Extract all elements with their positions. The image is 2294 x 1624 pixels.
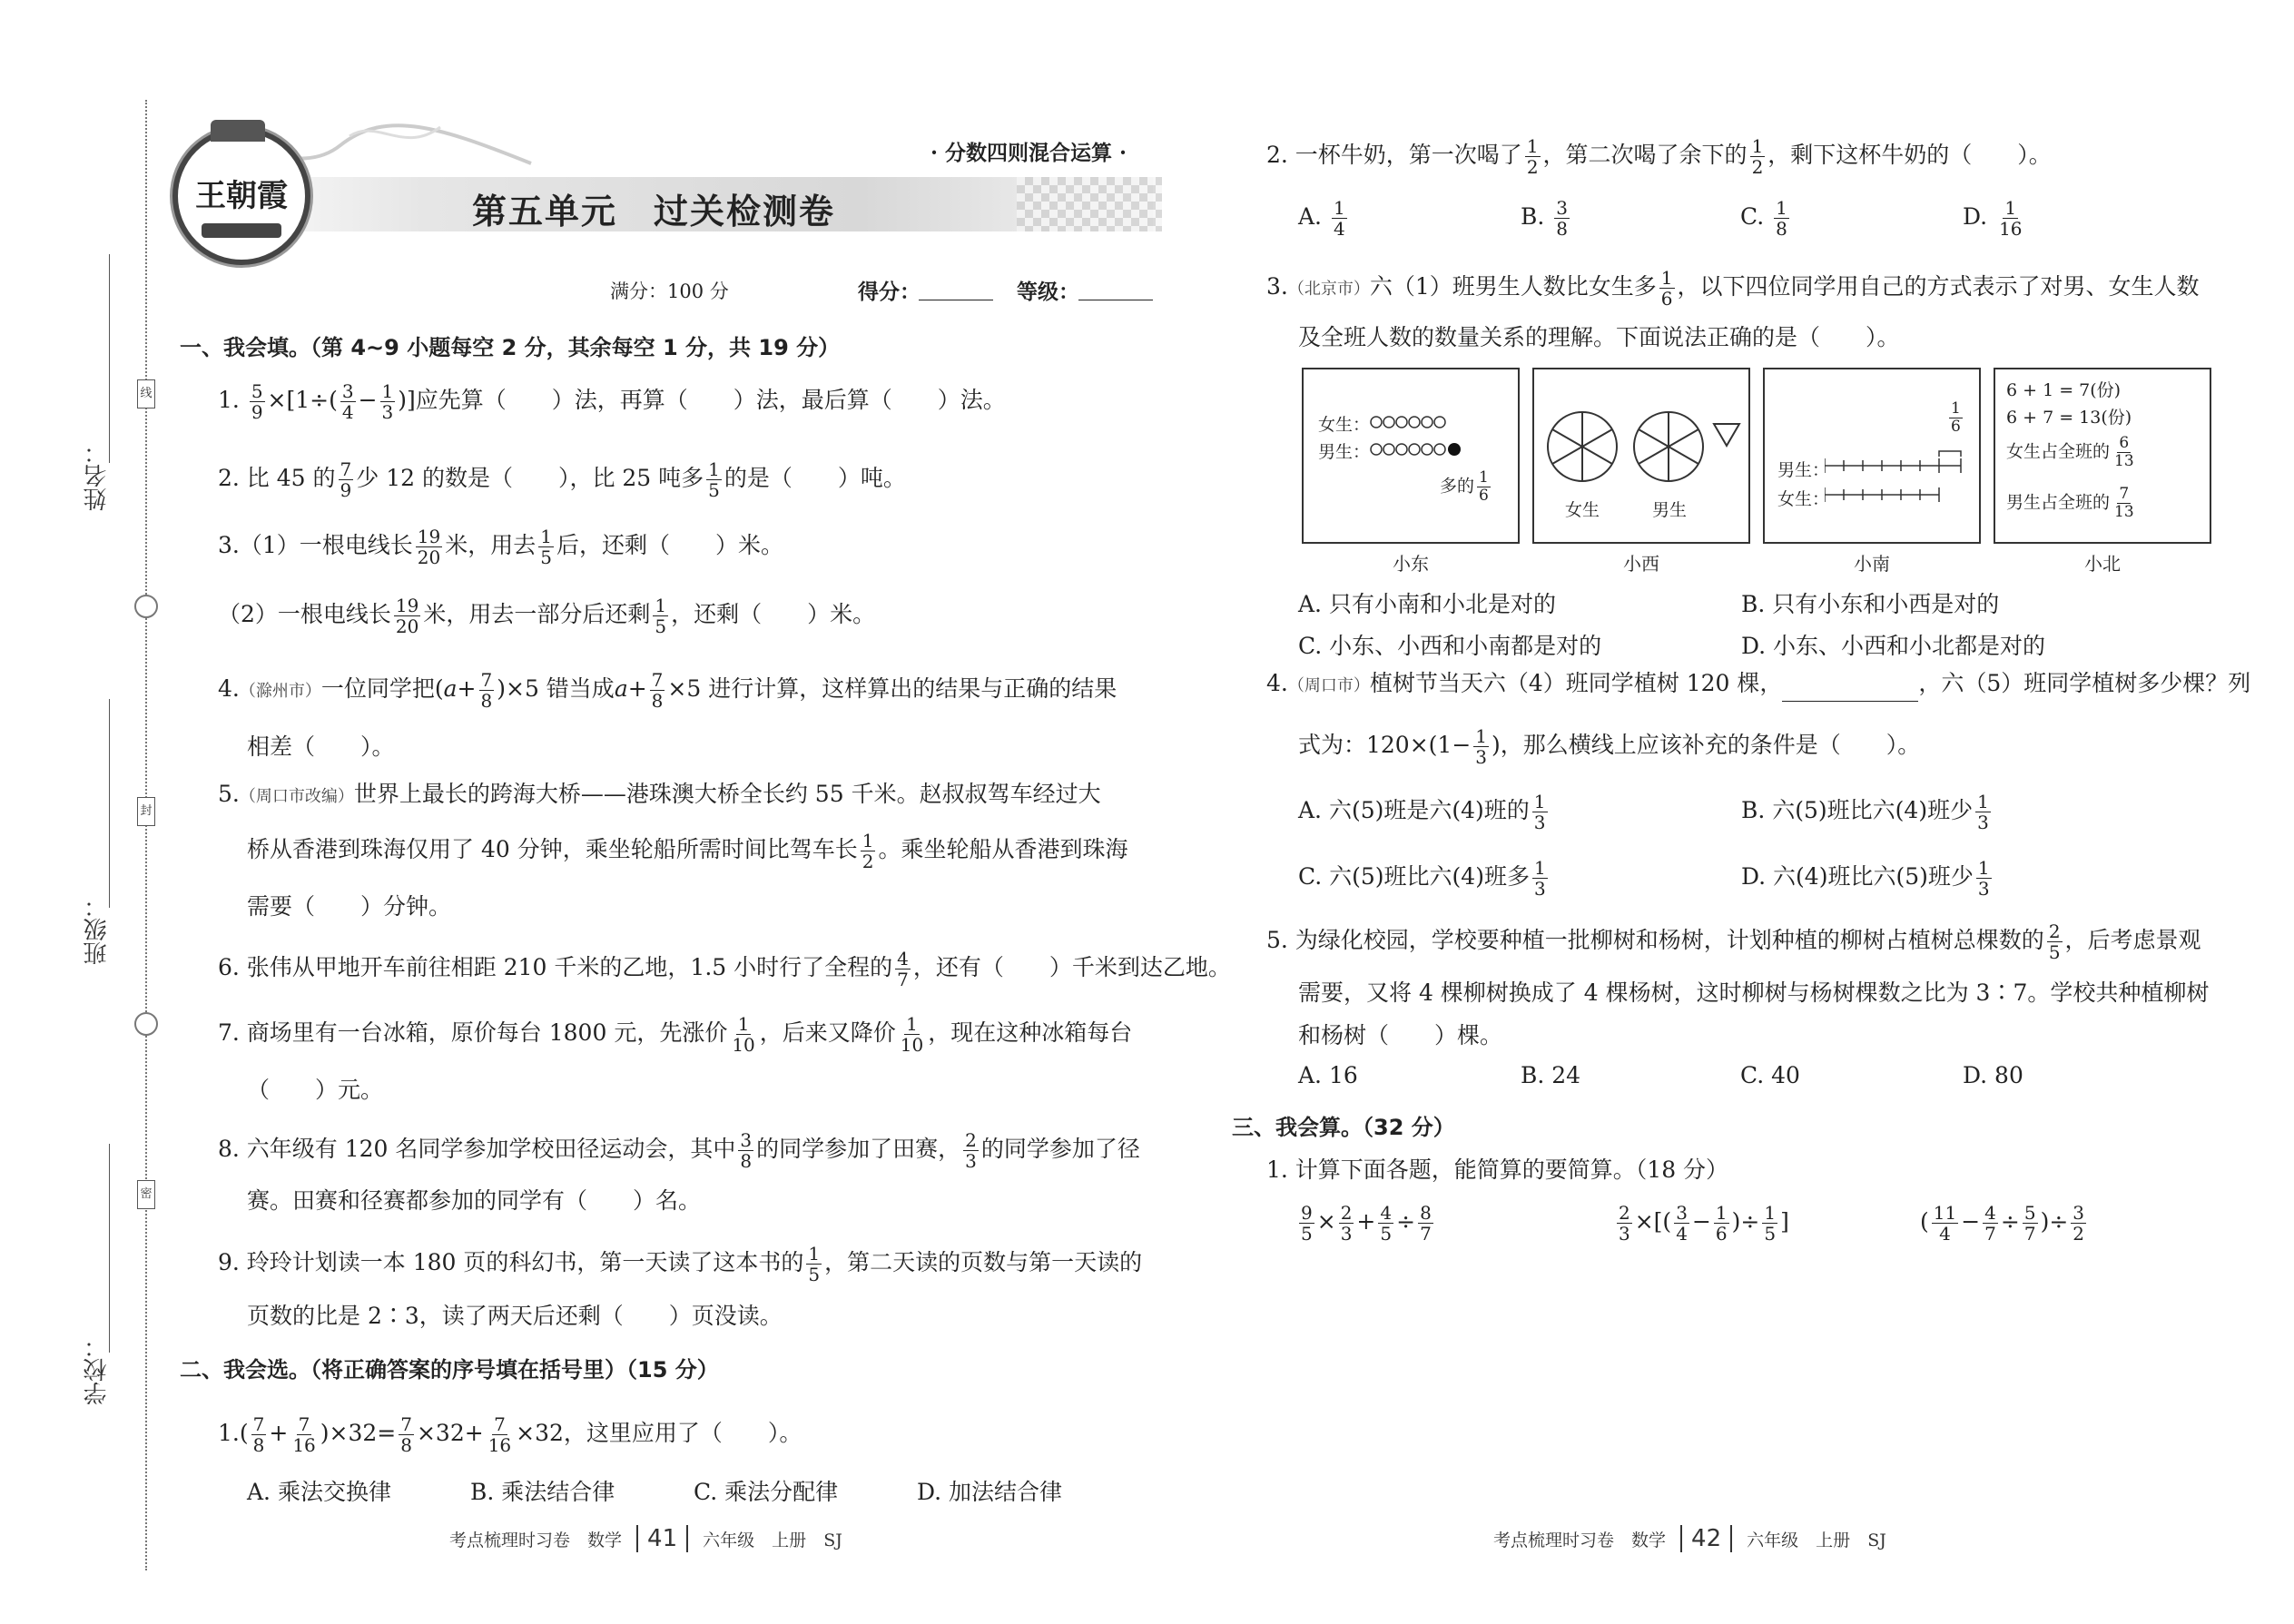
page-number-right: 42: [1680, 1525, 1732, 1552]
s1-q5-line2: 桥从香港到珠海仅用了 40 分钟，乘坐轮船所需时间比驾车长 $\frac{1}{2}$ 。乘坐轮船从香港到珠海: [247, 830, 1128, 872]
calc-expression-3: ( $\frac{11}{4}$ − $\frac{4}{7}$ ÷ $\frac{5}{7}$ )÷ $\frac{3}{2}$: [1920, 1202, 2085, 1245]
s2-q1-option-c[interactable]: C. 乘法分配律: [694, 1479, 839, 1505]
s2-q4-option-d[interactable]: D. 六(4)班比六(5)班少 $\frac{1}{3}$: [1741, 857, 1990, 900]
s2-q2: 2. 一杯牛奶，第一次喝了 $\frac{1}{2}$ ，第二次喝了余下的 $\frac{1}{2}$ ，剩下这杯牛奶的（ ）。: [1266, 135, 2052, 178]
fraction: $\frac{1}{2}$: [861, 830, 874, 872]
s1-q5-line3: 需要（ ）分钟。: [247, 893, 452, 920]
s2-q2-option-d[interactable]: D. $\frac{1}{16}$: [1963, 197, 2023, 240]
fraction: $\frac{7}{9}$: [340, 458, 352, 501]
logo-ribbon: [202, 223, 281, 238]
s2-q5-option-d[interactable]: D. 80: [1963, 1062, 2023, 1088]
s2-q4-option-b[interactable]: B. 六(5)班比六(4)班少 $\frac{1}{3}$: [1741, 791, 1989, 833]
fraction: $\frac{1}{2}$: [1526, 135, 1539, 178]
school-label: 学校：: [84, 1334, 111, 1405]
section1-title: 一、我会填。（第 4~9 小题每空 2 分，其余每空 1 分，共 19 分）: [180, 335, 841, 360]
fraction: $\frac{1}{5}$: [655, 595, 667, 637]
caption-xiaoxi: 小西: [1623, 553, 1659, 575]
q-text: 应先算（ ）法，再算（ ）法，最后算（ ）法。: [415, 387, 1006, 413]
s2-q1: 1.( $\frac{7}{8}$ + $\frac{7}{16}$ )×32= $\frac{7}{8}$ ×32+ $\frac{7}{16}$ ×32，这里应用了（ ）。: [218, 1413, 802, 1456]
diagram-xiaodong: 女生： 男生： 多的 $\frac{1}{6}$: [1302, 368, 1520, 544]
fraction: $\frac{19}{20}$: [395, 595, 419, 637]
crown-icon: [211, 120, 265, 142]
s2-q5-line3: 和杨树（ ）棵。: [1298, 1022, 1503, 1048]
logo-text: 王朝霞: [195, 178, 288, 214]
section2-title: 二、我会选。（将正确答案的序号填在括号里）（15 分）: [180, 1357, 719, 1383]
s2-q3-option-d[interactable]: D. 小东、小西和小北都是对的: [1741, 633, 2046, 659]
fraction: $\frac{7}{16}$: [292, 1413, 316, 1456]
s2-q3-option-c[interactable]: C. 小东、小西和小南都是对的: [1298, 633, 1602, 659]
s1-q4-line2: 相差（ ）。: [247, 733, 395, 760]
s1-q6: 6. 张伟从甲地开车前往相距 210 千米的乙地，1.5 小时行了全程的 $\frac{4}{7}$ ，还有（ ）千米到达乙地。: [218, 948, 1231, 990]
caption-xiaodong: 小东: [1393, 553, 1429, 575]
q-text: 少 12 的数是（ ），比 25 吨多: [356, 465, 704, 491]
s1-q5: 5.（周口市改编）世界上最长的跨海大桥——港珠澳大桥全长约 55 千米。赵叔叔驾车经过大: [218, 781, 1101, 807]
class-label: 班级：: [84, 894, 111, 965]
caption-xiaonan: 小南: [1854, 553, 1890, 575]
diagram-xiaonan: $\frac{1}{6}$ 男生： 女生：: [1763, 368, 1981, 544]
s3-q1: 1. 计算下面各题，能简算的要简算。（18 分）: [1266, 1156, 1729, 1183]
name-line: [109, 254, 110, 463]
binding-dotted-line: [145, 100, 147, 1570]
name-label: 姓名：: [84, 440, 111, 511]
binding-tag-mi: 密: [137, 1180, 155, 1209]
s2-q3: 3.（北京市）六（1）班男生人数比女生多 $\frac{1}{6}$ ，以下四位同学用自己的方式表示了对男、女生人数: [1266, 267, 2200, 310]
fraction: $\frac{1}{3}$: [1475, 725, 1488, 768]
s2-q3-line2: 及全班人数的数量关系的理解。下面说法正确的是（ ）。: [1298, 324, 1900, 350]
s2-q4-line2: 式为：120×(1− $\frac{1}{3}$ )，那么横线上应该补充的条件是（ ）。: [1298, 725, 1921, 768]
s2-q5: 5. 为绿化校园，学校要种植一批柳树和杨树，计划种植的柳树占植树总棵数的 $\frac{2}{5}$ ，后考虑景观: [1266, 920, 2201, 963]
s1-q3a: 3.（1）一根电线长 $\frac{19}{20}$ 米，用去 $\frac{1}{5}$ 后，还剩（ ）米。: [218, 526, 783, 568]
s1-q7: 7. 商场里有一台冰箱，原价每台 1800 元，先涨价 $\frac{1}{10}$ ，后来又降价 $\frac{1}{10}$ ，现在这种冰箱每台: [218, 1013, 1133, 1056]
s1-q9: 9. 玲玲计划读一本 180 页的科幻书，第一天读了这本书的 $\frac{1}{5}$ ，第二天读的页数与第一天读的: [218, 1243, 1143, 1285]
s2-q3-option-b[interactable]: B. 只有小东和小西是对的: [1741, 591, 2000, 617]
fraction: $\frac{2}{3}$: [965, 1129, 977, 1172]
fraction: $\frac{7}{16}$: [487, 1413, 512, 1456]
fraction: $\frac{3}{8}$: [740, 1129, 753, 1172]
section3-title: 三、我会算。（32 分）: [1232, 1115, 1455, 1140]
topic-label: · 分数四则混合运算 ·: [930, 141, 1127, 165]
fraction: $\frac{7}{8}$: [252, 1413, 265, 1456]
fraction: $\frac{1}{6}$: [1660, 267, 1673, 310]
fraction: $\frac{19}{20}$: [417, 526, 441, 568]
binding-tag-feng: 封: [137, 797, 155, 826]
fraction: $\frac{7}{8}$: [400, 1413, 412, 1456]
page-number-left: 41: [636, 1525, 688, 1552]
footer-left: 考点梳理时习卷 数学 41 六年级 上册 SJ: [449, 1525, 842, 1552]
s2-q1-option-d[interactable]: D. 加法结合律: [917, 1479, 1063, 1505]
s2-q1-option-b[interactable]: B. 乘法结合律: [470, 1479, 615, 1505]
q-text: 2. 比 45 的: [218, 465, 336, 491]
q-num: 1.: [218, 387, 240, 413]
fraction: $\frac{1}{10}$: [732, 1013, 755, 1056]
fraction: $\frac{7}{8}$: [651, 669, 664, 712]
full-score: 满分：100 分: [610, 281, 729, 302]
s1-q4: 4.（滁州市）一位同学把(a+ $\frac{7}{8}$ )×5 错当成a+ $\frac{7}{8}$ ×5 进行计算，这样算出的结果与正确的结果: [218, 669, 1117, 712]
fraction: $\frac{3}{4}$: [341, 380, 354, 423]
answer-blank[interactable]: [1782, 677, 1918, 702]
caption-xiaobei: 小北: [2084, 553, 2121, 575]
score-label: 得分：: [858, 281, 921, 304]
diagram-xiaoxi: 女生 男生: [1532, 368, 1750, 544]
fraction: $\frac{1}{5}$: [540, 526, 552, 568]
class-line: [109, 699, 110, 908]
page-title: 第五单元 过关检测卷: [472, 192, 836, 231]
diagram-xiaobei: 6 + 1 = 7(份) 6 + 7 = 13(份) 女生占全班的 $\frac{6}{13}$ 男生占全班的 $\frac{7}{13}$: [1994, 368, 2211, 544]
s2-q4: 4.（周口市）植树节当天六（4）班同学植树 120 棵， ，六（5）班同学植树多少棵？列: [1266, 668, 2250, 702]
s2-q5-option-b[interactable]: B. 24: [1521, 1062, 1581, 1088]
s2-q5-line2: 需要，又将 4 棵柳树换成了 4 棵杨树，这时柳树与杨树棵数之比为 3∶7。学校共种植柳树: [1298, 979, 2210, 1006]
s2-q2-option-b[interactable]: B. $\frac{3}{8}$: [1521, 197, 1569, 240]
s2-q2-option-c[interactable]: C. $\frac{1}{8}$: [1740, 197, 1787, 240]
s1-q9-line2: 页数的比是 2∶3，读了两天后还剩（ ）页没读。: [247, 1303, 783, 1329]
bar-segments-icon: [1825, 449, 1970, 504]
s2-q5-option-a[interactable]: A. 16: [1298, 1062, 1358, 1088]
s1-q2: [218, 459, 906, 500]
s1-q8: 8. 六年级有 120 名同学参加学校田径运动会，其中 $\frac{3}{8}$ 的同学参加了田赛， $\frac{2}{3}$ 的同学参加了径: [218, 1129, 1140, 1172]
binding-hole-2: [134, 1012, 158, 1036]
calc-expression-1: $\frac{9}{5}$ × $\frac{2}{3}$ + $\frac{4}{5}$ ÷ $\frac{8}{7}$: [1301, 1202, 1432, 1245]
binding-tag-xian: 线: [137, 379, 155, 408]
pie-icons: [1541, 406, 1741, 487]
fraction: $\frac{1}{5}$: [708, 458, 720, 501]
s2-q3-option-a[interactable]: A. 只有小南和小北是对的: [1298, 591, 1556, 617]
school-line: [109, 1144, 110, 1353]
fraction: $\frac{5}{9}$: [251, 380, 263, 423]
s1-q7-line2: （ ）元。: [247, 1077, 384, 1103]
fraction: $\frac{1}{3}$: [381, 380, 394, 423]
banner-checker: [1017, 177, 1162, 231]
logo-badge: [172, 127, 310, 265]
s2-q2-option-a[interactable]: A. $\frac{1}{4}$: [1298, 197, 1345, 240]
fraction: $\frac{1}{2}$: [1751, 135, 1764, 178]
s1-q8-line2: 赛。田赛和径赛都参加的同学有（ ）名。: [247, 1187, 702, 1214]
s2-q4-option-a[interactable]: A. 六(5)班是六(4)班的 $\frac{1}{3}$: [1298, 791, 1546, 833]
q-text: 的是（ ）吨。: [724, 465, 906, 491]
fraction: $\frac{1}{5}$: [808, 1243, 821, 1285]
s1-q3b: （2）一根电线长 $\frac{19}{20}$ 米，用去一部分后还剩 $\frac{1}{5}$ ，还剩（ ）米。: [218, 595, 876, 637]
fraction: $\frac{4}{7}$: [897, 948, 909, 990]
fraction: $\frac{1}{10}$: [900, 1013, 924, 1056]
s2-q5-option-c[interactable]: C. 40: [1740, 1062, 1800, 1088]
s2-q1-option-a[interactable]: A. 乘法交换律: [247, 1479, 391, 1505]
s1-q1: 1. $\frac{5}{9}$ ×[1÷( $\frac{3}{4}$ − $\frac{1}{3}$ )]应先算（ ）法，再算（ ）法，最后算（ ）法。: [218, 380, 1006, 423]
footer-right: 考点梳理时习卷 数学 42 六年级 上册 SJ: [1493, 1525, 1886, 1552]
fraction: $\frac{2}{5}$: [2048, 920, 2061, 963]
calc-expression-2: $\frac{2}{3}$ ×[( $\frac{3}{4}$ − $\frac{1}{6}$ )÷ $\frac{1}{5}$ ]: [1619, 1202, 1789, 1245]
s2-q4-option-c[interactable]: C. 六(5)班比六(4)班多 $\frac{1}{3}$: [1298, 857, 1546, 900]
binding-hole-1: [134, 595, 158, 618]
fraction: $\frac{7}{8}$: [480, 669, 493, 712]
grade-label: 等级：: [1017, 281, 1079, 304]
circles-icon: [1369, 413, 1478, 468]
